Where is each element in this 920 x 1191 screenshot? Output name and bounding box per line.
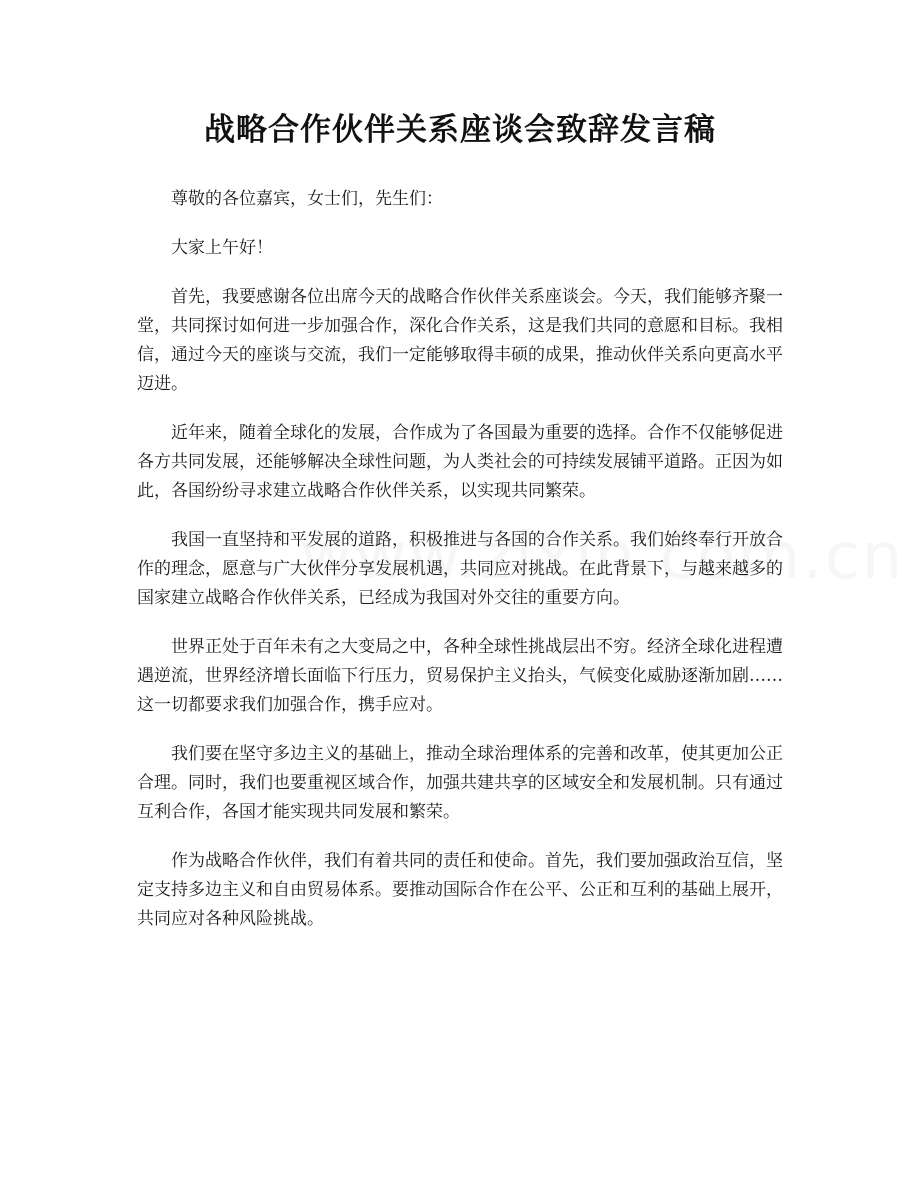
paragraph-peaceful-development: 我国一直坚持和平发展的道路，积极推进与各国的合作关系。我们始终奉行开放合作的理念，愿意与广大伙伴分享发展机遇，共同应对挑战。在此背景下，与越来越多的国家建立战略合作伙伴关系，已经成为我国对外交往的重要方向。	[137, 530, 783, 608]
paragraph-multilateralism: 我们要在坚守多边主义的基础上，推动全球治理体系的完善和改革，使其更加公正合理。同时，我们也要重视区域合作，加强共建共享的区域安全和发展机制。只有通过互利合作，各国才能实现共同发展和繁荣。	[137, 744, 783, 822]
paragraph-global-challenges: 世界正处于百年未有之大变局之中，各种全球性挑战层出不穷。经济全球化进程遭遇逆流，世界经济增长面临下行压力，贸易保护主义抬头，气候变化威胁逐渐加剧……这一切都要求我们加强合作，携手应对。	[137, 637, 783, 715]
paragraph-greeting: 尊敬的各位嘉宾，女士们，先生们：	[171, 189, 443, 209]
paragraph-responsibility: 作为战略合作伙伴，我们有着共同的责任和使命。首先，我们要加强政治互信，坚定支持多边主义和自由贸易体系。要推动国际合作在公平、公正和互利的基础上展开，共同应对各种风险挑战。	[137, 851, 783, 929]
paragraph-globalization: 近年来，随着全球化的发展，合作成为了各国最为重要的选择。合作不仅能够促进各方共同发展，还能够解决全球性问题，为人类社会的可持续发展铺平道路。正因为如此，各国纷纷寻求建立战略合作伙伴关系，以实现共同繁荣。	[137, 423, 783, 501]
document-title: 战略合作伙伴关系座谈会致辞发言稿	[204, 112, 716, 148]
document-body	[137, 185, 783, 934]
paragraph-thanks: 首先，我要感谢各位出席今天的战略合作伙伴关系座谈会。今天，我们能够齐聚一堂，共同探讨如何进一步加强合作，深化合作关系，这是我们共同的意愿和目标。我相信，通过今天的座谈与交流，我们一定能够取得丰硕的成果，推动伙伴关系向更高水平迈进。	[137, 287, 783, 394]
paragraph-salutation: 大家上午好！	[171, 238, 273, 258]
